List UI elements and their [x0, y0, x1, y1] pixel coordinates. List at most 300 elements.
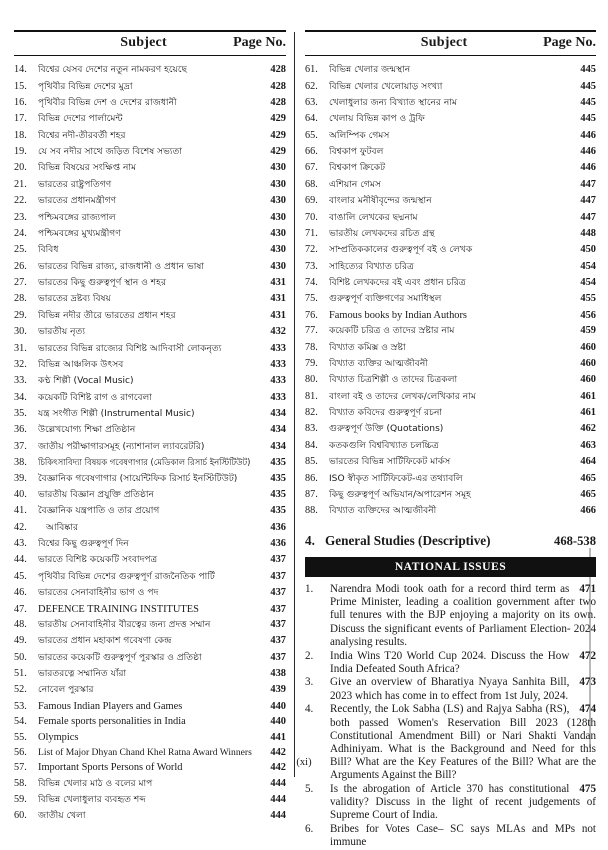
toc-entry-number: 71. [305, 227, 318, 239]
toc-entry[interactable] [14, 275, 286, 291]
toc-entry-number: 34. [14, 391, 27, 403]
toc-entry-subject [329, 97, 570, 109]
toc-entry[interactable] [305, 291, 596, 307]
toc-entry-number: 38. [14, 457, 27, 469]
question-number: 4. [305, 703, 314, 716]
toc-entry[interactable] [14, 390, 286, 406]
question-item[interactable] [305, 650, 596, 676]
subject-header-label: Subject [120, 35, 167, 50]
toc-entry[interactable] [14, 682, 286, 698]
toc-entry-subject [38, 277, 260, 289]
toc-entry-page: 430 [270, 162, 286, 174]
toc-entry-subject [38, 310, 260, 322]
toc-entry[interactable] [14, 503, 286, 519]
toc-entry[interactable] [305, 95, 596, 111]
toc-entry-subject [38, 505, 260, 517]
bengali-text: জাতীয় পরীক্ষাগারসমূহ (ন্যাশানাল ল্যাবরেটরি) [38, 441, 205, 452]
toc-entry-number: 53. [14, 700, 27, 712]
toc-entry-page: 442 [270, 746, 286, 758]
toc-entry[interactable] [305, 323, 596, 339]
toc-entry[interactable] [305, 242, 596, 258]
toc-entry-subject [38, 668, 260, 680]
toc-entry[interactable] [305, 438, 596, 454]
bengali-text: ভারতের রাষ্ট্রপতিগণ [38, 179, 112, 190]
chapter-heading[interactable] [305, 533, 596, 549]
header-row [14, 32, 286, 55]
toc-entry[interactable] [14, 209, 286, 225]
bengali-text: ভারতের সেনাবাহিনীর ভাগ ও পদ [38, 588, 159, 599]
left-column-header [14, 30, 286, 56]
toc-entry-number: 66. [305, 146, 318, 158]
bengali-text: ভারতীয় সেনাবাহিনীর বীরত্বের জন্য প্রদত্ত সম্মান [38, 619, 211, 630]
toc-entry[interactable] [14, 406, 286, 422]
toc-entry[interactable] [14, 177, 286, 193]
toc-entry[interactable] [14, 324, 286, 340]
toc-entry-number: 51. [14, 668, 27, 680]
toc-entry-page: 434 [270, 408, 286, 420]
toc-entry-number: 83. [305, 423, 318, 435]
toc-entry[interactable] [14, 633, 286, 649]
toc-entry-page: 440 [270, 716, 286, 728]
toc-entry[interactable] [14, 128, 286, 144]
toc-entry[interactable] [14, 111, 286, 127]
toc-entry-subject [329, 489, 570, 501]
toc-entry-subject [329, 195, 570, 207]
bengali-text: বৈজ্ঞানিক যন্ত্রপাতি ও তার প্রয়োগ [38, 506, 160, 517]
toc-entry-number: 75. [305, 293, 318, 305]
toc-entry-subject [38, 212, 260, 224]
toc-entry-page: 431 [270, 277, 286, 289]
toc-entry[interactable] [14, 439, 286, 455]
toc-entry-subject [38, 571, 260, 583]
bengali-text: বিভিন্ন আঞ্চলিক উৎসব [38, 359, 124, 370]
toc-entry[interactable] [14, 308, 286, 324]
toc-entry-number: 23. [14, 211, 27, 223]
toc-entry[interactable] [305, 454, 596, 470]
toc-entry-number: 31. [14, 342, 27, 354]
toc-entry[interactable] [14, 291, 286, 307]
toc-entry-subject [38, 97, 260, 109]
chapter-number: 4. [305, 532, 315, 548]
toc-entry-page: 430 [270, 227, 286, 239]
toc-entry-page: 464 [580, 456, 596, 468]
toc-entry[interactable] [305, 356, 596, 372]
toc-entry[interactable] [14, 226, 286, 242]
toc-entry-subject [38, 113, 260, 125]
toc-entry-subject [329, 391, 570, 403]
toc-entry-subject [329, 81, 570, 93]
toc-entry-subject [329, 146, 570, 158]
toc-entry-subject [329, 473, 570, 485]
toc-entry-page: 455 [580, 293, 596, 305]
bengali-text: বৈজ্ঞানিক গবেষণাগার (সায়েন্টিফিক রিসার্চ ইনস্টিটিউট) [38, 473, 238, 484]
bengali-text: কতকগুলি বিশ্ববিখ্যাত চলচ্চিত্র [329, 440, 439, 451]
toc-entry-number: 35. [14, 408, 27, 420]
bengali-text: পৃথিবীর বিভিন্ন দেশ ও দেশের রাজধানী [38, 97, 177, 108]
question-text: Give an overview of Bharatiya Nyaya Sanhita Bill, 2023 which has come in to effect from 1st July, 2024. [330, 676, 570, 702]
toc-entry[interactable] [14, 455, 286, 470]
toc-entry-page: 459 [580, 325, 596, 337]
right-column [295, 30, 608, 850]
bengali-text: বিভিন্ন দেশের পার্লামেন্ট [38, 114, 123, 125]
bengali-text: বাংলার মনীষীবৃন্দের জন্মস্থান [329, 196, 432, 207]
toc-entry-page: 435 [270, 505, 286, 517]
bengali-text: নোবেল পুরস্কার [38, 685, 94, 696]
toc-entry-subject [38, 244, 260, 256]
toc-entry-number: 15. [14, 80, 27, 92]
toc-entry-page: 441 [270, 731, 286, 743]
toc-entry-number: 85. [305, 456, 318, 468]
header-bottom-rule [305, 55, 596, 56]
toc-entry-number: 63. [305, 96, 318, 108]
toc-entry[interactable] [14, 792, 286, 808]
toc-entry-page: 448 [580, 227, 596, 239]
bengali-text: যে সব নদীর সাথে জড়িত বিশেষ সভ্যতা [38, 147, 182, 158]
toc-entry[interactable] [305, 160, 596, 176]
toc-entry[interactable] [305, 503, 596, 519]
toc-entry-number: 44. [14, 554, 27, 566]
bengali-text: বিভিন্ন বিষয়ের সংক্ষিপ্ত নাম [38, 163, 137, 174]
toc-entry-subject [329, 407, 570, 419]
toc-entry-number: 74. [305, 277, 318, 289]
bengali-text: বিশ্বের কিছু গুরুত্বপূর্ণ দিন [38, 539, 129, 550]
toc-entry[interactable] [14, 552, 286, 568]
toc-entry[interactable] [14, 601, 286, 616]
question-number: 5. [305, 783, 314, 796]
toc-entry[interactable] [14, 193, 286, 209]
toc-entry[interactable] [305, 193, 596, 209]
toc-entry-page: 437 [270, 554, 286, 566]
toc-entry[interactable] [305, 275, 596, 291]
toc-entry-subject [329, 113, 570, 125]
toc-entry-subject [329, 244, 570, 256]
toc-entry-subject [329, 358, 570, 370]
toc-entry-number: 86. [305, 472, 318, 484]
toc-entry-number: 25. [14, 244, 27, 256]
bengali-text: বিভিন্ন খেলার জন্মস্থান [329, 65, 411, 76]
question-item[interactable] [305, 583, 596, 649]
bengali-text: খেলাধুলার জন্য বিখ্যাত স্থানের নাম [329, 97, 457, 108]
toc-entry-page: 434 [270, 424, 286, 436]
question-item[interactable] [305, 823, 596, 849]
toc-entry-subject [38, 408, 260, 420]
toc-entry[interactable] [14, 160, 286, 176]
bengali-text: ভারতের বিভিন্ন রাজ্যের বিশিষ্ট আদিবাসী লোকনৃত্য [38, 343, 222, 354]
bengali-text: ভারতের কয়েকটি গুরুত্বপূর্ণ পুরস্কার ও প্রতিষ্ঠা [38, 652, 202, 663]
toc-entry-page: 430 [270, 244, 286, 256]
bengali-text: ভারতের দ্রষ্টব্য বিষয় [38, 294, 111, 305]
toc-entry-number: 48. [14, 618, 27, 630]
bengali-text: বিভিন্ন খেলার খেলোয়াড় সংখ্যা [329, 81, 443, 92]
toc-entry[interactable] [14, 373, 286, 389]
question-page: 471 [579, 583, 596, 595]
bengali-text: সাহিত্যের বিখ্যাত চরিত্র [329, 261, 414, 272]
toc-entry-page: 431 [270, 293, 286, 305]
header-bottom-rule [14, 55, 286, 56]
toc-entry-subject [329, 505, 570, 517]
toc-entry[interactable] [14, 340, 286, 356]
bengali-text: ভারতরত্নে সম্মানিত যাঁরা [38, 669, 127, 680]
bengali-text: অলিম্পিক গেমস [329, 130, 390, 141]
bengali-text: যন্ত্র সংগীত শিল্পী (Instrumental Music) [38, 409, 195, 420]
toc-entry-subject [38, 146, 260, 158]
toc-entry-subject [38, 64, 260, 76]
toc-entry-subject [38, 522, 260, 534]
question-body [330, 650, 596, 676]
toc-entry-number: 72. [305, 244, 318, 256]
toc-entry-number: 29. [14, 309, 27, 321]
toc-entry[interactable] [305, 308, 596, 323]
toc-entry-subject [38, 538, 260, 550]
toc-entry-subject: Important Sports Persons of World [38, 762, 183, 774]
toc-entry-number: 49. [14, 635, 27, 647]
bengali-text: ভারতে বিশিষ্ট কয়েকটি সংবাদপত্র [38, 555, 158, 566]
toc-entry-number: 18. [14, 129, 27, 141]
toc-entry-subject: Famous Indian Players and Games [38, 700, 183, 712]
toc-entry[interactable] [305, 487, 596, 503]
toc-entry[interactable] [305, 421, 596, 437]
bengali-text: বিশ্বকাপ ফুটবল [329, 147, 384, 158]
toc-entry[interactable] [14, 144, 286, 160]
toc-entry-page: 444 [270, 777, 286, 789]
question-list [305, 583, 596, 850]
toc-entry-page: 461 [580, 390, 596, 402]
toc-entry-subject [38, 343, 260, 355]
toc-entry-page: 432 [270, 326, 286, 338]
toc-entry[interactable] [305, 226, 596, 242]
toc-entry-number: 62. [305, 80, 318, 92]
toc-entry-number: 56. [14, 746, 27, 758]
toc-entry-page: 456 [580, 309, 596, 321]
toc-entry-page: 437 [270, 587, 286, 599]
header-row [305, 32, 596, 55]
toc-entry-page: 465 [580, 472, 596, 484]
bengali-text: ভারতীয় নৃত্য [38, 327, 85, 338]
toc-entry[interactable] [305, 372, 596, 388]
toc-entry-subject [329, 261, 570, 273]
toc-entry-subject [38, 81, 260, 93]
toc-entry-page: 454 [580, 260, 596, 272]
toc-entry-page: 437 [270, 618, 286, 630]
question-number: 6. [305, 823, 314, 836]
toc-entry-page: 437 [270, 651, 286, 663]
toc-entry[interactable] [14, 62, 286, 78]
toc-entry-subject [38, 457, 260, 468]
toc-entry-page: 460 [580, 341, 596, 353]
toc-entry[interactable] [14, 569, 286, 585]
question-text: Bribes for Votes Case– SC says MLAs and MPs not immune [330, 823, 596, 849]
toc-entry[interactable] [14, 95, 286, 111]
toc-entry-page: 434 [270, 440, 286, 452]
toc-entry[interactable] [305, 389, 596, 405]
toc-entry-number: 52. [14, 684, 27, 696]
toc-entry[interactable] [14, 242, 286, 258]
toc-entry[interactable] [14, 650, 286, 666]
toc-entry[interactable] [305, 62, 596, 78]
toc-entry[interactable] [305, 209, 596, 225]
toc-entry[interactable] [305, 144, 596, 160]
toc-entry[interactable] [14, 536, 286, 552]
toc-entry-number: 32. [14, 358, 27, 370]
toc-entry-subject [329, 342, 570, 354]
toc-entry-subject [38, 778, 260, 790]
bengali-text: কয়েকটি চরিত্র ও তাদের স্রষ্টার নাম [329, 326, 455, 337]
question-number: 3. [305, 676, 314, 689]
toc-entry[interactable] [305, 177, 596, 193]
toc-entry-subject [38, 293, 260, 305]
chapter-page-range: 468-538 [554, 533, 596, 548]
bengali-text: বিবিধ [38, 245, 59, 256]
toc-entry-page: 465 [580, 488, 596, 500]
bengali-text: ভারতীয় লেখকদের রচিত গ্রন্থ [329, 228, 435, 239]
question-page: 475 [579, 783, 596, 796]
toc-entry[interactable] [305, 405, 596, 421]
toc-entry-subject [329, 374, 570, 386]
toc-entry-number: 46. [14, 587, 27, 599]
toc-entry-page: 446 [580, 146, 596, 158]
page-no-header-label: Page No. [233, 35, 286, 50]
toc-entry-subject [329, 228, 570, 240]
toc-entry-subject [38, 228, 260, 240]
toc-entry-number: 20. [14, 162, 27, 174]
bengali-text: পশ্চিমবঙ্গের মুখ্যমন্ত্রীগণ [38, 228, 121, 239]
toc-entry-number: 27. [14, 277, 27, 289]
toc-entry[interactable] [14, 617, 286, 633]
question-item[interactable] [305, 703, 596, 782]
toc-entry-page: 433 [270, 391, 286, 403]
bengali-text: ভারতের কিছু গুরুত্বপূর্ণ স্থান ও শহর [38, 278, 166, 289]
toc-entry-subject [38, 489, 260, 501]
toc-entry-subject: List of Major Dhyan Chand Khel Ratna Award Winners [38, 746, 252, 758]
toc-entry[interactable] [305, 339, 596, 355]
bengali-text: সাম্প্রতিককালের গুরুত্বপূর্ণ বই ও লেখক [329, 245, 473, 256]
toc-entry-subject [38, 810, 260, 822]
toc-entry-number: 70. [305, 211, 318, 223]
bengali-text: ভারতের প্রধানমন্ত্রীগণ [38, 196, 117, 207]
toc-entry-page: 428 [270, 64, 286, 76]
toc-entry[interactable] [14, 487, 286, 503]
toc-entry-subject [38, 424, 260, 436]
toc-entry-subject [38, 587, 260, 599]
toc-entry-page: 447 [580, 211, 596, 223]
toc-entry-number: 19. [14, 146, 27, 158]
question-item[interactable] [305, 676, 596, 702]
bengali-text: কণ্ঠ শিল্পী (Vocal Music) [38, 376, 134, 387]
question-number: 2. [305, 649, 314, 662]
toc-entry-number: 65. [305, 129, 318, 141]
toc-entry[interactable] [14, 776, 286, 792]
toc-entry-number: 81. [305, 390, 318, 402]
toc-entry[interactable] [14, 714, 286, 729]
toc-entry-number: 84. [305, 439, 318, 451]
toc-entry[interactable] [305, 111, 596, 127]
question-item[interactable] [305, 783, 596, 823]
toc-entry-subject [329, 162, 570, 174]
toc-entry[interactable] [14, 729, 286, 744]
toc-entry[interactable] [14, 259, 286, 275]
subject-header-label: Subject [420, 35, 468, 50]
toc-entry[interactable] [305, 128, 596, 144]
toc-entry-subject [329, 277, 570, 289]
toc-entry[interactable] [14, 78, 286, 94]
toc-entry-page: 445 [580, 80, 596, 92]
toc-entry[interactable] [14, 699, 286, 714]
bengali-text: বিখ্যাত কমিক্স ও স্রষ্টা [329, 342, 406, 353]
toc-entry[interactable] [305, 78, 596, 94]
toc-entry[interactable] [14, 666, 286, 682]
bengali-text: বাংলা বই ও তাদের লেখক/লেখিকার নাম [329, 391, 476, 402]
bengali-text: বিভিন্ন খেলাধুলার ব্যবহৃত শব্দ [38, 795, 146, 806]
toc-entry-subject [38, 162, 260, 174]
toc-entry-page: 428 [270, 80, 286, 92]
left-column [0, 30, 294, 850]
bengali-text: বিভিন্ন খেলার মাঠ ও বলের মাপ [38, 778, 153, 789]
chapter-title: General Studies (Descriptive) [325, 532, 491, 548]
toc-entry-subject: Olympics [38, 731, 79, 743]
toc-entry[interactable] [305, 470, 596, 486]
toc-entry-number: 88. [305, 505, 318, 517]
toc-entry-page: 446 [580, 129, 596, 141]
toc-entry-page: 445 [580, 113, 596, 125]
question-number: 1. [305, 583, 314, 595]
toc-entry[interactable] [14, 422, 286, 438]
toc-entry-subject: Female sports personalities in India [38, 716, 186, 728]
toc-entry-number: 73. [305, 260, 318, 272]
toc-entry-subject [329, 212, 570, 224]
toc-entry-page: 435 [270, 488, 286, 500]
toc-entry-subject [38, 359, 260, 371]
toc-entry-page: 430 [270, 178, 286, 190]
toc-entry-page: 437 [270, 635, 286, 647]
toc-entry-subject [38, 195, 260, 207]
toc-entry[interactable] [14, 520, 286, 536]
toc-entry[interactable] [14, 470, 286, 486]
toc-entry[interactable] [14, 808, 286, 824]
bengali-text: ভারতীয় বিজ্ঞান প্রযুক্তি প্রতিষ্ঠান [38, 489, 154, 500]
toc-entry-page: 445 [580, 64, 596, 76]
bengali-text: ISO স্বীকৃত সার্টিফিকেট-এর তথ্যাবলি [329, 473, 463, 484]
toc-entry-number: 22. [14, 195, 27, 207]
left-toc-list [14, 62, 286, 825]
toc-entry-subject [38, 375, 260, 387]
toc-entry-number: 55. [14, 731, 27, 743]
toc-entry[interactable] [14, 357, 286, 373]
bengali-text: পশ্চিমবঙ্গের রাজ্যপাল [38, 212, 116, 223]
bengali-text: উল্লেখযোগ্য শিক্ষা প্রতিষ্ঠান [38, 425, 136, 436]
question-page: 473 [579, 676, 596, 689]
toc-entry-number: 26. [14, 260, 27, 272]
toc-entry-page: 460 [580, 374, 596, 386]
toc-entry-page: 429 [270, 129, 286, 141]
toc-entry-number: 78. [305, 341, 318, 353]
toc-entry-subject [329, 440, 570, 452]
toc-entry-page: 461 [580, 407, 596, 419]
toc-entry-page: 466 [580, 505, 596, 517]
bengali-text: ভারতের বিভিন্ন সার্টিফিকেট মার্কস [329, 457, 451, 468]
toc-entry-number: 79. [305, 357, 318, 369]
toc-entry-subject [38, 392, 260, 404]
bengali-text: গুরুত্বপূর্ণ উক্তি (Quotations) [329, 424, 444, 435]
toc-entry-page: 446 [580, 162, 596, 174]
toc-entry[interactable] [305, 259, 596, 275]
toc-entry-subject [38, 635, 260, 647]
question-body [330, 703, 596, 782]
bengali-text: পৃথিবীর বিভিন্ন দেশের গুরুত্বপূর্ণ রাজনৈতিক পার্টি [38, 571, 215, 582]
toc-entry-number: 77. [305, 325, 318, 337]
toc-entry[interactable] [14, 585, 286, 601]
bengali-text: ভারতের প্রধান মহাকাশ গবেষণা কেন্দ্র [38, 636, 172, 647]
bengali-text: এশিয়ান গেমস [329, 179, 381, 190]
